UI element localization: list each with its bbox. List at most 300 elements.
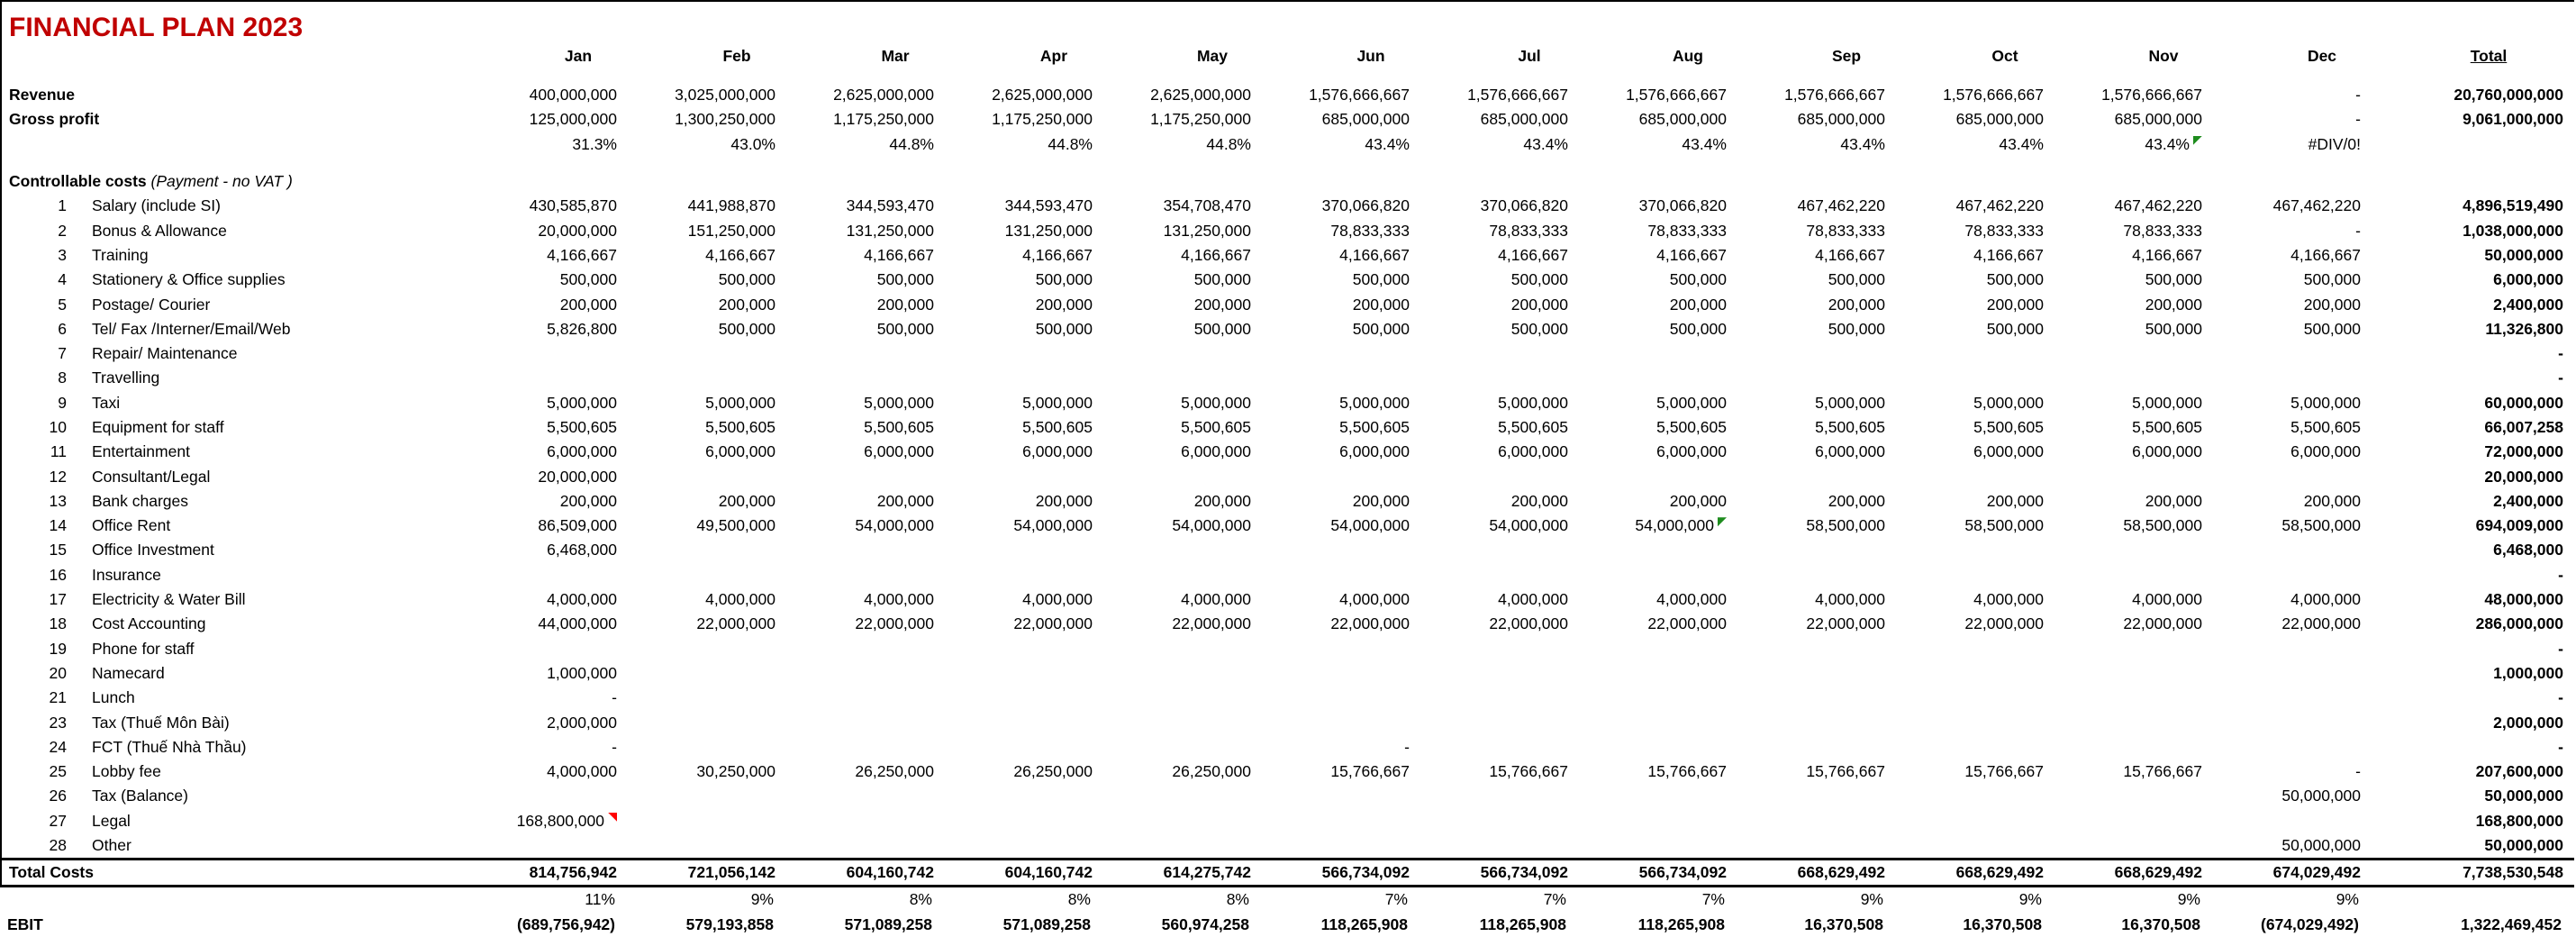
row-item-10-may[interactable] bbox=[1133, 418, 1292, 437]
row-gross-profit-jul[interactable] bbox=[1450, 110, 1609, 129]
row-item-4-label[interactable] bbox=[72, 270, 499, 289]
row-item-25-sep[interactable] bbox=[1767, 762, 1926, 781]
row-item-1-total[interactable] bbox=[2401, 196, 2576, 215]
row-item-11-total[interactable] bbox=[2401, 442, 2576, 461]
row-item-25-total[interactable] bbox=[2401, 762, 2576, 781]
row-item-15-label[interactable] bbox=[72, 541, 499, 559]
row-gross-profit-jun[interactable] bbox=[1292, 110, 1450, 129]
row-item-28-number[interactable] bbox=[2, 836, 72, 855]
row-ebit-feb[interactable] bbox=[656, 915, 814, 934]
row-revenue-jul[interactable] bbox=[1450, 86, 1609, 105]
row-cost-ratio-pct-may[interactable] bbox=[1131, 890, 1290, 909]
row-total-costs-nov[interactable] bbox=[2084, 863, 2243, 882]
row-item-8-label[interactable] bbox=[72, 368, 499, 387]
row-item-5-may[interactable] bbox=[1133, 296, 1292, 314]
row-revenue-dec[interactable] bbox=[2243, 86, 2401, 105]
row-item-17-label[interactable] bbox=[72, 590, 499, 609]
row-item-26-number[interactable] bbox=[2, 787, 72, 805]
row-item-14-jun[interactable] bbox=[1292, 516, 1450, 535]
row-item-5-label[interactable] bbox=[72, 296, 499, 314]
row-revenue-aug[interactable] bbox=[1609, 86, 1767, 105]
row-item-28-label[interactable] bbox=[72, 836, 499, 855]
row-item-24-jan[interactable] bbox=[499, 738, 658, 757]
col-header-oct[interactable] bbox=[1926, 47, 2084, 66]
col-header-mar[interactable] bbox=[816, 47, 975, 66]
row-item-13-apr[interactable] bbox=[975, 492, 1133, 511]
row-item-13-oct[interactable] bbox=[1926, 492, 2084, 511]
row-item-20-label[interactable] bbox=[72, 664, 499, 683]
row-item-6-sep[interactable] bbox=[1767, 320, 1926, 339]
row-item-3-number[interactable] bbox=[2, 246, 72, 265]
row-item-9-oct[interactable] bbox=[1926, 394, 2084, 413]
row-item-25-jun[interactable] bbox=[1292, 762, 1450, 781]
row-item-1-feb[interactable] bbox=[658, 196, 816, 215]
row-item-10-aug[interactable] bbox=[1609, 418, 1767, 437]
page-title[interactable]: FINANCIAL PLAN 2023 bbox=[9, 13, 304, 42]
row-item-20-jan[interactable] bbox=[499, 664, 658, 683]
row-item-11-sep[interactable] bbox=[1767, 442, 1926, 461]
row-item-2-number[interactable] bbox=[2, 222, 72, 241]
row-item-24-total[interactable] bbox=[2401, 738, 2576, 757]
row-item-26-label[interactable] bbox=[72, 787, 499, 805]
row-cost-ratio-pct-aug[interactable] bbox=[1607, 890, 1765, 909]
row-item-25-oct[interactable] bbox=[1926, 762, 2084, 781]
row-revenue-oct[interactable] bbox=[1926, 86, 2084, 105]
row-item-6-jan[interactable] bbox=[499, 320, 658, 339]
row-item-12-number[interactable] bbox=[2, 468, 72, 487]
row-item-5-total[interactable] bbox=[2401, 296, 2576, 314]
row-item-24-label[interactable] bbox=[72, 738, 499, 757]
row-item-1-jul[interactable] bbox=[1450, 196, 1609, 215]
row-item-23-total[interactable] bbox=[2401, 714, 2576, 732]
row-item-4-total[interactable] bbox=[2401, 270, 2576, 289]
row-item-14-dec[interactable] bbox=[2243, 516, 2401, 535]
row-item-2-jun[interactable] bbox=[1292, 222, 1450, 241]
row-item-10-nov[interactable] bbox=[2084, 418, 2243, 437]
row-cost-ratio-pct-oct[interactable] bbox=[1924, 890, 2082, 909]
row-gross-profit-aug[interactable] bbox=[1609, 110, 1767, 129]
row-item-5-dec[interactable] bbox=[2243, 296, 2401, 314]
row-item-14-jan[interactable] bbox=[499, 516, 658, 535]
row-item-17-nov[interactable] bbox=[2084, 590, 2243, 609]
row-item-19-label[interactable] bbox=[72, 640, 499, 659]
row-item-21-label[interactable] bbox=[72, 688, 499, 707]
row-item-21-jan[interactable] bbox=[499, 688, 658, 707]
row-item-1-dec[interactable] bbox=[2243, 196, 2401, 215]
row-item-18-sep[interactable] bbox=[1767, 614, 1926, 633]
row-ebit-jul[interactable] bbox=[1448, 915, 1607, 934]
row-item-14-mar[interactable] bbox=[816, 516, 975, 535]
row-gross-margin-pct-sep[interactable] bbox=[1767, 135, 1926, 154]
row-item-4-dec[interactable] bbox=[2243, 270, 2401, 289]
row-item-17-number[interactable] bbox=[2, 590, 72, 609]
row-item-13-number[interactable] bbox=[2, 492, 72, 511]
row-item-13-jan[interactable] bbox=[499, 492, 658, 511]
row-item-2-oct[interactable] bbox=[1926, 222, 2084, 241]
row-cost-ratio-pct-apr[interactable] bbox=[973, 890, 1131, 909]
row-item-13-dec[interactable] bbox=[2243, 492, 2401, 511]
row-item-11-apr[interactable] bbox=[975, 442, 1133, 461]
row-item-11-number[interactable] bbox=[2, 442, 72, 461]
row-ebit-oct[interactable] bbox=[1924, 915, 2082, 934]
col-header-sep[interactable] bbox=[1767, 47, 1926, 66]
row-item-9-dec[interactable] bbox=[2243, 394, 2401, 413]
row-revenue-apr[interactable] bbox=[975, 86, 1133, 105]
row-total-costs-jul[interactable] bbox=[1450, 863, 1609, 882]
row-gross-profit-feb[interactable] bbox=[658, 110, 816, 129]
row-item-23-label[interactable] bbox=[72, 714, 499, 732]
row-item-21-number[interactable] bbox=[2, 688, 72, 707]
row-cost-ratio-pct-mar[interactable] bbox=[814, 890, 973, 909]
row-item-1-sep[interactable] bbox=[1767, 196, 1926, 215]
row-item-2-jul[interactable] bbox=[1450, 222, 1609, 241]
row-total-costs-aug[interactable] bbox=[1609, 863, 1767, 882]
row-cost-ratio-pct-jun[interactable] bbox=[1290, 890, 1448, 909]
row-item-6-label[interactable] bbox=[72, 320, 499, 339]
row-item-18-jun[interactable] bbox=[1292, 614, 1450, 633]
row-item-25-may[interactable] bbox=[1133, 762, 1292, 781]
row-item-13-aug[interactable] bbox=[1609, 492, 1767, 511]
row-item-6-may[interactable] bbox=[1133, 320, 1292, 339]
row-item-7-total[interactable] bbox=[2401, 344, 2576, 363]
row-item-3-feb[interactable] bbox=[658, 246, 816, 265]
row-item-17-jun[interactable] bbox=[1292, 590, 1450, 609]
row-item-9-sep[interactable] bbox=[1767, 394, 1926, 413]
row-item-27-label[interactable] bbox=[72, 812, 499, 831]
row-item-1-number[interactable] bbox=[2, 196, 72, 215]
row-item-10-jan[interactable] bbox=[499, 418, 658, 437]
row-item-4-jul[interactable] bbox=[1450, 270, 1609, 289]
row-revenue-label[interactable] bbox=[2, 86, 499, 105]
row-revenue-jan[interactable] bbox=[499, 86, 658, 105]
row-item-10-dec[interactable] bbox=[2243, 418, 2401, 437]
row-item-11-label[interactable] bbox=[72, 442, 499, 461]
row-item-24-number[interactable] bbox=[2, 738, 72, 757]
row-gross-margin-pct-oct[interactable] bbox=[1926, 135, 2084, 154]
row-gross-margin-pct-dec[interactable] bbox=[2243, 135, 2401, 154]
row-item-14-number[interactable] bbox=[2, 516, 72, 535]
row-cost-ratio-pct-feb[interactable] bbox=[656, 890, 814, 909]
row-item-5-aug[interactable] bbox=[1609, 296, 1767, 314]
row-item-6-oct[interactable] bbox=[1926, 320, 2084, 339]
row-item-14-nov[interactable] bbox=[2084, 516, 2243, 535]
row-item-10-jun[interactable] bbox=[1292, 418, 1450, 437]
row-item-18-aug[interactable] bbox=[1609, 614, 1767, 633]
row-item-17-dec[interactable] bbox=[2243, 590, 2401, 609]
row-revenue-sep[interactable] bbox=[1767, 86, 1926, 105]
row-item-13-label[interactable] bbox=[72, 492, 499, 511]
row-item-18-feb[interactable] bbox=[658, 614, 816, 633]
row-item-25-feb[interactable] bbox=[658, 762, 816, 781]
row-total-costs-apr[interactable] bbox=[975, 863, 1133, 882]
row-item-9-feb[interactable] bbox=[658, 394, 816, 413]
row-item-7-label[interactable] bbox=[72, 344, 499, 363]
row-cost-ratio-pct-jul[interactable] bbox=[1448, 890, 1607, 909]
row-item-14-feb[interactable] bbox=[658, 516, 816, 535]
row-item-9-apr[interactable] bbox=[975, 394, 1133, 413]
row-gross-profit-apr[interactable] bbox=[975, 110, 1133, 129]
row-item-25-label[interactable] bbox=[72, 762, 499, 781]
col-header-may[interactable] bbox=[1133, 47, 1292, 66]
row-item-9-jun[interactable] bbox=[1292, 394, 1450, 413]
row-item-18-apr[interactable] bbox=[975, 614, 1133, 633]
row-item-17-total[interactable] bbox=[2401, 590, 2576, 609]
row-item-5-sep[interactable] bbox=[1767, 296, 1926, 314]
row-gross-margin-pct-apr[interactable] bbox=[975, 135, 1133, 154]
row-item-11-aug[interactable] bbox=[1609, 442, 1767, 461]
row-item-6-jul[interactable] bbox=[1450, 320, 1609, 339]
row-item-10-oct[interactable] bbox=[1926, 418, 2084, 437]
row-item-26-dec[interactable] bbox=[2243, 787, 2401, 805]
row-item-6-nov[interactable] bbox=[2084, 320, 2243, 339]
row-item-10-sep[interactable] bbox=[1767, 418, 1926, 437]
row-item-3-dec[interactable] bbox=[2243, 246, 2401, 265]
row-total-costs-may[interactable] bbox=[1133, 863, 1292, 882]
row-gross-margin-pct-jun[interactable] bbox=[1292, 135, 1450, 154]
row-item-20-number[interactable] bbox=[2, 664, 72, 683]
row-item-14-jul[interactable] bbox=[1450, 516, 1609, 535]
row-total-costs-sep[interactable] bbox=[1767, 863, 1926, 882]
row-item-5-oct[interactable] bbox=[1926, 296, 2084, 314]
row-item-17-feb[interactable] bbox=[658, 590, 816, 609]
row-item-28-total[interactable] bbox=[2401, 836, 2576, 855]
row-item-14-may[interactable] bbox=[1133, 516, 1292, 535]
row-gross-margin-pct-jan[interactable] bbox=[499, 135, 658, 154]
row-item-28-dec[interactable] bbox=[2243, 836, 2401, 855]
row-ebit-sep[interactable] bbox=[1765, 915, 1924, 934]
row-item-18-label[interactable] bbox=[72, 614, 499, 633]
row-item-4-number[interactable] bbox=[2, 270, 72, 289]
row-item-27-total[interactable] bbox=[2401, 812, 2576, 831]
row-item-11-dec[interactable] bbox=[2243, 442, 2401, 461]
row-total-costs-mar[interactable] bbox=[816, 863, 975, 882]
row-item-25-aug[interactable] bbox=[1609, 762, 1767, 781]
row-item-3-mar[interactable] bbox=[816, 246, 975, 265]
row-item-9-mar[interactable] bbox=[816, 394, 975, 413]
col-header-nov[interactable] bbox=[2084, 47, 2243, 66]
row-item-4-jan[interactable] bbox=[499, 270, 658, 289]
row-item-9-nov[interactable] bbox=[2084, 394, 2243, 413]
col-header-dec[interactable] bbox=[2243, 47, 2401, 66]
row-gross-margin-pct-nov[interactable] bbox=[2084, 135, 2243, 154]
row-item-21-total[interactable] bbox=[2401, 688, 2576, 707]
row-item-4-nov[interactable] bbox=[2084, 270, 2243, 289]
row-item-25-jan[interactable] bbox=[499, 762, 658, 781]
row-item-18-jul[interactable] bbox=[1450, 614, 1609, 633]
row-item-17-jul[interactable] bbox=[1450, 590, 1609, 609]
row-item-25-jul[interactable] bbox=[1450, 762, 1609, 781]
col-header-jul[interactable] bbox=[1450, 47, 1609, 66]
row-item-6-apr[interactable] bbox=[975, 320, 1133, 339]
row-item-3-label[interactable] bbox=[72, 246, 499, 265]
row-item-11-jun[interactable] bbox=[1292, 442, 1450, 461]
row-ebit-mar[interactable] bbox=[814, 915, 973, 934]
row-item-2-apr[interactable] bbox=[975, 222, 1133, 241]
row-item-25-dec[interactable] bbox=[2243, 762, 2401, 781]
row-total-costs-jun[interactable] bbox=[1292, 863, 1450, 882]
row-item-17-mar[interactable] bbox=[816, 590, 975, 609]
row-item-13-may[interactable] bbox=[1133, 492, 1292, 511]
row-ebit-nov[interactable] bbox=[2082, 915, 2241, 934]
section-header-cell[interactable] bbox=[2, 172, 499, 191]
row-item-1-oct[interactable] bbox=[1926, 196, 2084, 215]
row-item-16-number[interactable] bbox=[2, 566, 72, 585]
row-item-3-aug[interactable] bbox=[1609, 246, 1767, 265]
row-gross-profit-may[interactable] bbox=[1133, 110, 1292, 129]
row-revenue-may[interactable] bbox=[1133, 86, 1292, 105]
row-item-3-jun[interactable] bbox=[1292, 246, 1450, 265]
row-item-8-number[interactable] bbox=[2, 368, 72, 387]
row-item-17-oct[interactable] bbox=[1926, 590, 2084, 609]
row-item-15-jan[interactable] bbox=[499, 541, 658, 559]
row-item-4-apr[interactable] bbox=[975, 270, 1133, 289]
row-item-6-total[interactable] bbox=[2401, 320, 2576, 339]
row-item-6-mar[interactable] bbox=[816, 320, 975, 339]
row-gross-margin-pct-may[interactable] bbox=[1133, 135, 1292, 154]
row-item-13-nov[interactable] bbox=[2084, 492, 2243, 511]
row-item-2-may[interactable] bbox=[1133, 222, 1292, 241]
row-gross-margin-pct-jul[interactable] bbox=[1450, 135, 1609, 154]
row-item-14-oct[interactable] bbox=[1926, 516, 2084, 535]
row-item-18-dec[interactable] bbox=[2243, 614, 2401, 633]
row-item-15-number[interactable] bbox=[2, 541, 72, 559]
row-item-9-label[interactable] bbox=[72, 394, 499, 413]
row-revenue-jun[interactable] bbox=[1292, 86, 1450, 105]
row-item-14-apr[interactable] bbox=[975, 516, 1133, 535]
row-item-10-feb[interactable] bbox=[658, 418, 816, 437]
row-gross-margin-pct-mar[interactable] bbox=[816, 135, 975, 154]
row-item-1-jan[interactable] bbox=[499, 196, 658, 215]
row-item-10-mar[interactable] bbox=[816, 418, 975, 437]
row-item-11-oct[interactable] bbox=[1926, 442, 2084, 461]
row-item-11-jan[interactable] bbox=[499, 442, 658, 461]
row-item-6-aug[interactable] bbox=[1609, 320, 1767, 339]
row-gross-profit-sep[interactable] bbox=[1767, 110, 1926, 129]
row-cost-ratio-pct-sep[interactable] bbox=[1765, 890, 1924, 909]
row-item-17-apr[interactable] bbox=[975, 590, 1133, 609]
col-header-jan[interactable] bbox=[499, 47, 658, 66]
row-item-9-total[interactable] bbox=[2401, 394, 2576, 413]
row-item-4-mar[interactable] bbox=[816, 270, 975, 289]
row-item-9-jan[interactable] bbox=[499, 394, 658, 413]
row-item-2-jan[interactable] bbox=[499, 222, 658, 241]
row-item-2-label[interactable] bbox=[72, 222, 499, 241]
row-cost-ratio-pct-jan[interactable] bbox=[497, 890, 656, 909]
row-item-10-number[interactable] bbox=[2, 418, 72, 437]
row-ebit-may[interactable] bbox=[1131, 915, 1290, 934]
row-item-14-label[interactable] bbox=[72, 516, 499, 535]
row-item-25-mar[interactable] bbox=[816, 762, 975, 781]
row-item-1-apr[interactable] bbox=[975, 196, 1133, 215]
row-item-10-apr[interactable] bbox=[975, 418, 1133, 437]
row-revenue-mar[interactable] bbox=[816, 86, 975, 105]
row-item-27-number[interactable] bbox=[2, 812, 72, 831]
row-item-2-aug[interactable] bbox=[1609, 222, 1767, 241]
row-item-17-aug[interactable] bbox=[1609, 590, 1767, 609]
row-item-13-feb[interactable] bbox=[658, 492, 816, 511]
row-item-18-nov[interactable] bbox=[2084, 614, 2243, 633]
row-item-2-feb[interactable] bbox=[658, 222, 816, 241]
row-item-14-aug[interactable] bbox=[1609, 516, 1767, 535]
row-gross-profit-dec[interactable] bbox=[2243, 110, 2401, 129]
row-item-9-may[interactable] bbox=[1133, 394, 1292, 413]
row-gross-profit-jan[interactable] bbox=[499, 110, 658, 129]
row-item-5-jan[interactable] bbox=[499, 296, 658, 314]
row-gross-margin-pct-aug[interactable] bbox=[1609, 135, 1767, 154]
row-item-13-total[interactable] bbox=[2401, 492, 2576, 511]
row-total-costs-dec[interactable] bbox=[2243, 863, 2401, 882]
row-item-10-jul[interactable] bbox=[1450, 418, 1609, 437]
row-item-4-aug[interactable] bbox=[1609, 270, 1767, 289]
col-header-aug[interactable] bbox=[1609, 47, 1767, 66]
row-item-1-mar[interactable] bbox=[816, 196, 975, 215]
row-item-3-sep[interactable] bbox=[1767, 246, 1926, 265]
row-total-costs-label[interactable] bbox=[2, 863, 499, 882]
row-total-costs-jan[interactable] bbox=[499, 863, 658, 882]
row-item-12-label[interactable] bbox=[72, 468, 499, 487]
row-item-2-dec[interactable] bbox=[2243, 222, 2401, 241]
row-total-costs-feb[interactable] bbox=[658, 863, 816, 882]
row-item-25-apr[interactable] bbox=[975, 762, 1133, 781]
row-revenue-feb[interactable] bbox=[658, 86, 816, 105]
row-cost-ratio-pct-dec[interactable] bbox=[2241, 890, 2399, 909]
row-item-1-may[interactable] bbox=[1133, 196, 1292, 215]
row-item-13-jun[interactable] bbox=[1292, 492, 1450, 511]
row-revenue-nov[interactable] bbox=[2084, 86, 2243, 105]
row-item-7-number[interactable] bbox=[2, 344, 72, 363]
row-item-14-sep[interactable] bbox=[1767, 516, 1926, 535]
row-item-3-nov[interactable] bbox=[2084, 246, 2243, 265]
row-ebit-jun[interactable] bbox=[1290, 915, 1448, 934]
row-item-14-total[interactable] bbox=[2401, 516, 2576, 535]
row-item-9-number[interactable] bbox=[2, 394, 72, 413]
col-header-total[interactable] bbox=[2401, 47, 2576, 66]
row-item-6-dec[interactable] bbox=[2243, 320, 2401, 339]
row-revenue-total[interactable] bbox=[2401, 86, 2576, 105]
row-gross-profit-label[interactable] bbox=[2, 110, 499, 129]
row-ebit-jan[interactable] bbox=[497, 915, 656, 934]
row-item-10-total[interactable] bbox=[2401, 418, 2576, 437]
row-item-13-sep[interactable] bbox=[1767, 492, 1926, 511]
row-item-3-oct[interactable] bbox=[1926, 246, 2084, 265]
row-item-10-label[interactable] bbox=[72, 418, 499, 437]
row-item-23-jan[interactable] bbox=[499, 714, 658, 732]
row-item-3-may[interactable] bbox=[1133, 246, 1292, 265]
row-item-11-may[interactable] bbox=[1133, 442, 1292, 461]
row-item-4-feb[interactable] bbox=[658, 270, 816, 289]
row-item-16-total[interactable] bbox=[2401, 566, 2576, 585]
row-total-costs-oct[interactable] bbox=[1926, 863, 2084, 882]
row-item-13-mar[interactable] bbox=[816, 492, 975, 511]
row-item-18-mar[interactable] bbox=[816, 614, 975, 633]
row-ebit-dec[interactable] bbox=[2241, 915, 2399, 934]
row-item-5-mar[interactable] bbox=[816, 296, 975, 314]
row-item-5-feb[interactable] bbox=[658, 296, 816, 314]
row-item-4-oct[interactable] bbox=[1926, 270, 2084, 289]
row-item-18-oct[interactable] bbox=[1926, 614, 2084, 633]
row-item-1-jun[interactable] bbox=[1292, 196, 1450, 215]
row-item-9-jul[interactable] bbox=[1450, 394, 1609, 413]
row-total-costs-total[interactable] bbox=[2401, 863, 2576, 882]
row-gross-margin-pct-feb[interactable] bbox=[658, 135, 816, 154]
row-item-12-total[interactable] bbox=[2401, 468, 2576, 487]
row-item-15-total[interactable] bbox=[2401, 541, 2576, 559]
row-item-19-number[interactable] bbox=[2, 640, 72, 659]
row-item-18-number[interactable] bbox=[2, 614, 72, 633]
row-item-1-label[interactable] bbox=[72, 196, 499, 215]
row-item-18-total[interactable] bbox=[2401, 614, 2576, 633]
row-item-25-nov[interactable] bbox=[2084, 762, 2243, 781]
